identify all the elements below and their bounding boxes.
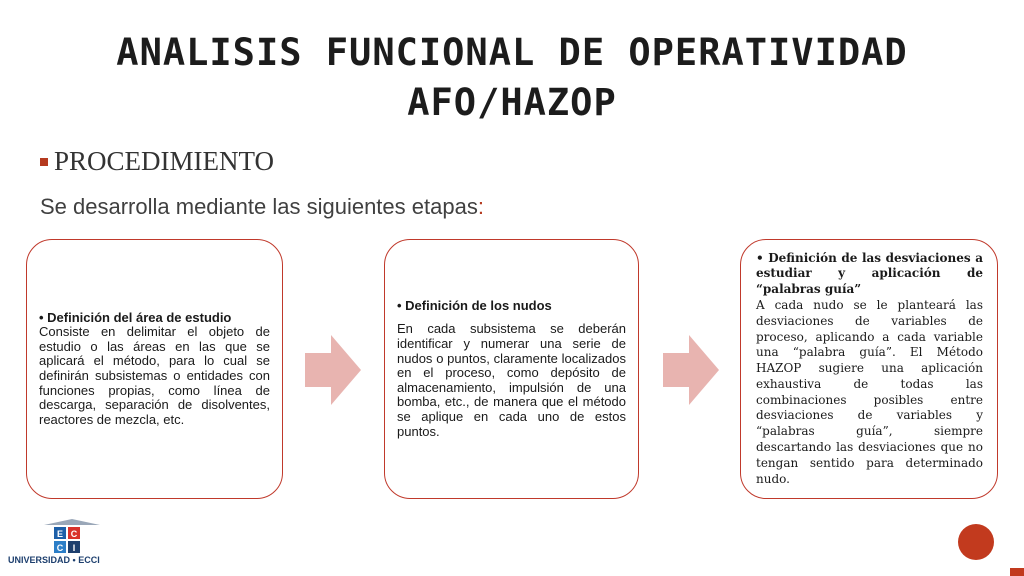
slide-title-line-2: AFO/HAZOP: [407, 81, 617, 124]
step-card-3-heading: • Definición de las desviaciones a estudiar y aplicación de “palabras guía”: [756, 250, 983, 297]
university-name-prefix: UNIVERSIDAD: [8, 555, 71, 565]
right-arrow-icon: [305, 335, 361, 405]
university-name: [8, 555, 100, 565]
step-card-2-heading: • Definición de los nudos: [397, 297, 552, 313]
section-subtitle-colon: :: [477, 194, 484, 219]
right-arrow-icon: [663, 335, 719, 405]
slide-number-badge: [958, 524, 994, 560]
section-heading-label: PROCEDIMIENTO: [54, 146, 275, 176]
logo-letter-i: I: [72, 543, 76, 553]
step-card-2: [384, 239, 639, 499]
step-card-3-body: A cada nudo se le planteará las desviaciones de variables de proceso, aplicando a cada variable una “palabra guía”. El Método HAZOP sugiere una aplicación exhaustiva de todas las combinaciones posibles entre desviaciones de variables y “palabras guía”, siempre descartando las desviaciones que no tengan sentido para determinado nudo.: [756, 297, 983, 486]
logo-letter-c1: C: [70, 529, 78, 539]
section-subtitle-text: Se desarrolla mediante las siguientes etapas: [40, 194, 478, 219]
step-card-1-body: Consiste en delimitar el objeto de estudio o las áreas en las que se aplicará el método, para lo cual se definirán subsistemas o entidades con funciones propias, como línea de descarga, separación de disolventes, reactores de mezcla, etc.: [39, 324, 270, 427]
slide-title-line-1: ANALISIS FUNCIONAL DE OPERATIVIDAD: [116, 31, 908, 74]
logo-letter-e: E: [56, 529, 64, 539]
slide-title: [0, 28, 1024, 128]
section-subtitle: [40, 194, 484, 220]
step-card-1-heading: • Definición del área de estudio: [39, 309, 232, 325]
section-heading: [40, 146, 274, 177]
university-crest-icon: [8, 517, 116, 555]
corner-accent: [1010, 568, 1024, 576]
university-logo: [8, 517, 116, 571]
logo-separator-dot: •: [72, 555, 76, 565]
step-card-2-body: En cada subsistema se deberán identificar y numerar una serie de nudos o puntos, claramente localizados en el proceso, como depósito de almacenamiento, impulsión de una bomba, etc., de manera que el método se aplique en cada uno de estos puntos.: [397, 321, 626, 439]
square-bullet-icon: [40, 158, 48, 166]
step-card-3: [740, 239, 998, 499]
step-card-1: [26, 239, 283, 499]
logo-letter-c2: C: [56, 543, 64, 553]
university-name-brand: ECCI: [78, 555, 100, 565]
